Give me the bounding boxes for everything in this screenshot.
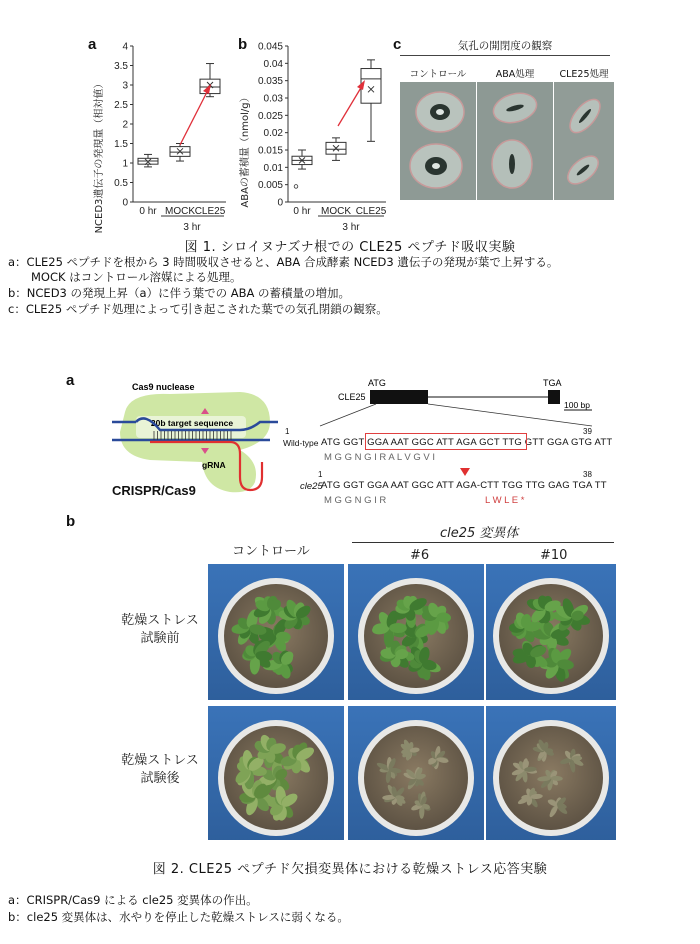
fig1-caption-line-a: a：CLE25 ペプチドを根から 3 時間吸収させると、ABA 合成酵素 NCED3 遺伝子の発現が葉で上昇する。 — [8, 255, 559, 269]
ytick-label: 1 — [122, 158, 128, 170]
exon-2 — [548, 390, 560, 404]
xtick-label: 0 hr — [293, 206, 311, 217]
plant-photos-grid — [208, 564, 616, 840]
fig1-caption-line-b: b：NCED3 の発現上昇（a）に伴う葉での ABA の蓄積量の増加。 — [8, 286, 351, 300]
ytick-label: 0.01 — [263, 162, 283, 174]
plant-photo-r2-c3 — [486, 706, 616, 840]
wt-label: Wild-type — [283, 438, 319, 448]
ytick-label: 0.015 — [257, 145, 283, 157]
fig1-panel-c-letter: c — [393, 36, 402, 53]
col-label-6: #6 — [410, 548, 430, 563]
mut-aa-changed: L W L E * — [485, 495, 525, 506]
mut-aa-normal: M G G N G I R — [324, 495, 387, 506]
panel-c-label-cle25: CLE25処理 — [559, 69, 609, 80]
ytick-label: 0.025 — [257, 110, 283, 122]
crispr-cas9-label: CRISPR/Cas9 — [112, 483, 196, 498]
fig1-caption-line-a2: MOCK はコントロール溶媒による処理。 — [8, 270, 242, 284]
wt-start-index: 1 — [285, 427, 290, 436]
chart-a-ylabel: NCED3遺伝子の発現量（相対値） — [94, 78, 105, 234]
gene-name-label: CLE25 — [338, 392, 366, 402]
ytick-label: 3.5 — [114, 61, 128, 72]
plant-photo-r1-c2 — [348, 564, 484, 700]
xtick-label: MOCK — [165, 206, 195, 217]
stomata-micrographs — [400, 82, 614, 200]
ytick-label: 0 — [277, 197, 283, 209]
fig1-panel-a-letter: a — [88, 36, 97, 53]
box-cle25 — [200, 64, 220, 97]
outlier-point — [294, 185, 298, 189]
tga-label: TGA — [543, 378, 562, 388]
exon-1 — [370, 390, 428, 404]
mut-end-index: 38 — [583, 470, 592, 479]
xtick-label: 0 hr — [139, 206, 157, 217]
panel-c-label-control: コントロール — [409, 69, 467, 80]
wt-end-index: 39 — [583, 427, 592, 436]
fig2-panel-b-letter: b — [66, 513, 76, 530]
xtick-label: CLE25 — [194, 206, 226, 217]
box-mock — [326, 138, 346, 161]
plant-photo-r2-c2 — [348, 706, 484, 840]
ytick-label: 0.035 — [257, 76, 283, 88]
target-sequence-label: 20b target sequence — [150, 418, 234, 428]
fig2-caption-title: 図 2. CLE25 ペプチド欠損変異体における乾燥ストレス応答実験 — [152, 862, 548, 877]
ytick-label: 2.5 — [114, 100, 128, 111]
box-mock — [170, 144, 190, 162]
chart-b-ylabel: ABAの蓄積量（nmol/g） — [240, 92, 251, 208]
ytick-label: 1.5 — [114, 139, 128, 150]
mut-dna-sequence: ATG GGT GGA AAT GGC ATT AGA-CTT TGG TTG GAG TGA TT — [321, 480, 607, 491]
mut-start-index: 1 — [318, 470, 323, 479]
box-0-hr — [292, 150, 312, 188]
fig1-chart-a — [88, 38, 238, 238]
box-cle25 — [361, 60, 381, 141]
row-label-after: 乾燥ストレス 試験後 — [121, 753, 199, 786]
col-label-mutant: cle25 変異体 — [440, 526, 519, 541]
xtick-label: MOCK — [321, 206, 351, 217]
cas9-label: Cas9 nuclease — [132, 382, 195, 392]
deletion-marker-icon — [460, 468, 470, 476]
plant-photo-r1-c3 — [486, 564, 616, 700]
panel-c-title: 気孔の開閉度の観察 — [457, 40, 553, 52]
scale-bar-label: 100 bp — [564, 400, 590, 410]
fig1-chart-b — [238, 38, 393, 238]
wt-aa-sequence: M G G N G I R A L V G V I — [324, 452, 436, 463]
col-label-10: #10 — [540, 548, 568, 563]
ytick-label: 0.5 — [114, 178, 128, 189]
atg-label: ATG — [368, 378, 386, 388]
fig1-caption-title: 図 1. シロイヌナズナ根での CLE25 ペプチド吸収実験 — [184, 240, 516, 255]
ytick-label: 0.005 — [257, 180, 283, 192]
panel-c-label-aba: ABA処理 — [495, 69, 535, 80]
ytick-label: 4 — [122, 41, 128, 53]
box-0-hr — [138, 154, 158, 166]
target-box — [365, 433, 527, 450]
fig1-panel-b-letter: b — [238, 36, 248, 53]
micrograph-cle25 — [554, 82, 614, 200]
ytick-label: 2 — [122, 119, 128, 131]
fig2-caption-line-b: b：cle25 変異体は、水やりを停止した乾燥ストレスに弱くなる。 — [8, 910, 349, 924]
chart-b-group-label: 3 hr — [342, 222, 360, 233]
xtick-label: CLE25 — [355, 206, 387, 217]
ytick-label: 0 — [122, 197, 128, 209]
ytick-label: 0.02 — [263, 128, 283, 140]
chart-a-group-label: 3 hr — [183, 222, 201, 233]
grna-label: gRNA — [202, 460, 226, 470]
row-label-before: 乾燥ストレス 試験前 — [121, 613, 199, 646]
mutant-label: cle25 — [300, 481, 323, 492]
fig1-caption-line-c: c：CLE25 ペプチド処理によって引き起こされた葉での気孔閉鎖の観察。 — [8, 302, 388, 316]
wt-dna-sequence: ATG GGT GGA AAT GGC ATT AGA GCT TTG GTT GGA GTG ATT — [321, 437, 613, 448]
fig2-caption-line-a: a：CRISPR/Cas9 による cle25 変異体の作出。 — [8, 893, 258, 907]
ytick-label: 0.045 — [257, 41, 283, 53]
plant-photo-r2-c1 — [208, 706, 344, 840]
col-label-control: コントロール — [232, 544, 310, 559]
fig2-panel-a-letter: a — [66, 372, 75, 389]
ytick-label: 3 — [122, 80, 128, 92]
ytick-label: 0.03 — [263, 93, 283, 105]
plant-photo-r1-c1 — [208, 564, 344, 700]
ytick-label: 0.04 — [263, 58, 283, 70]
